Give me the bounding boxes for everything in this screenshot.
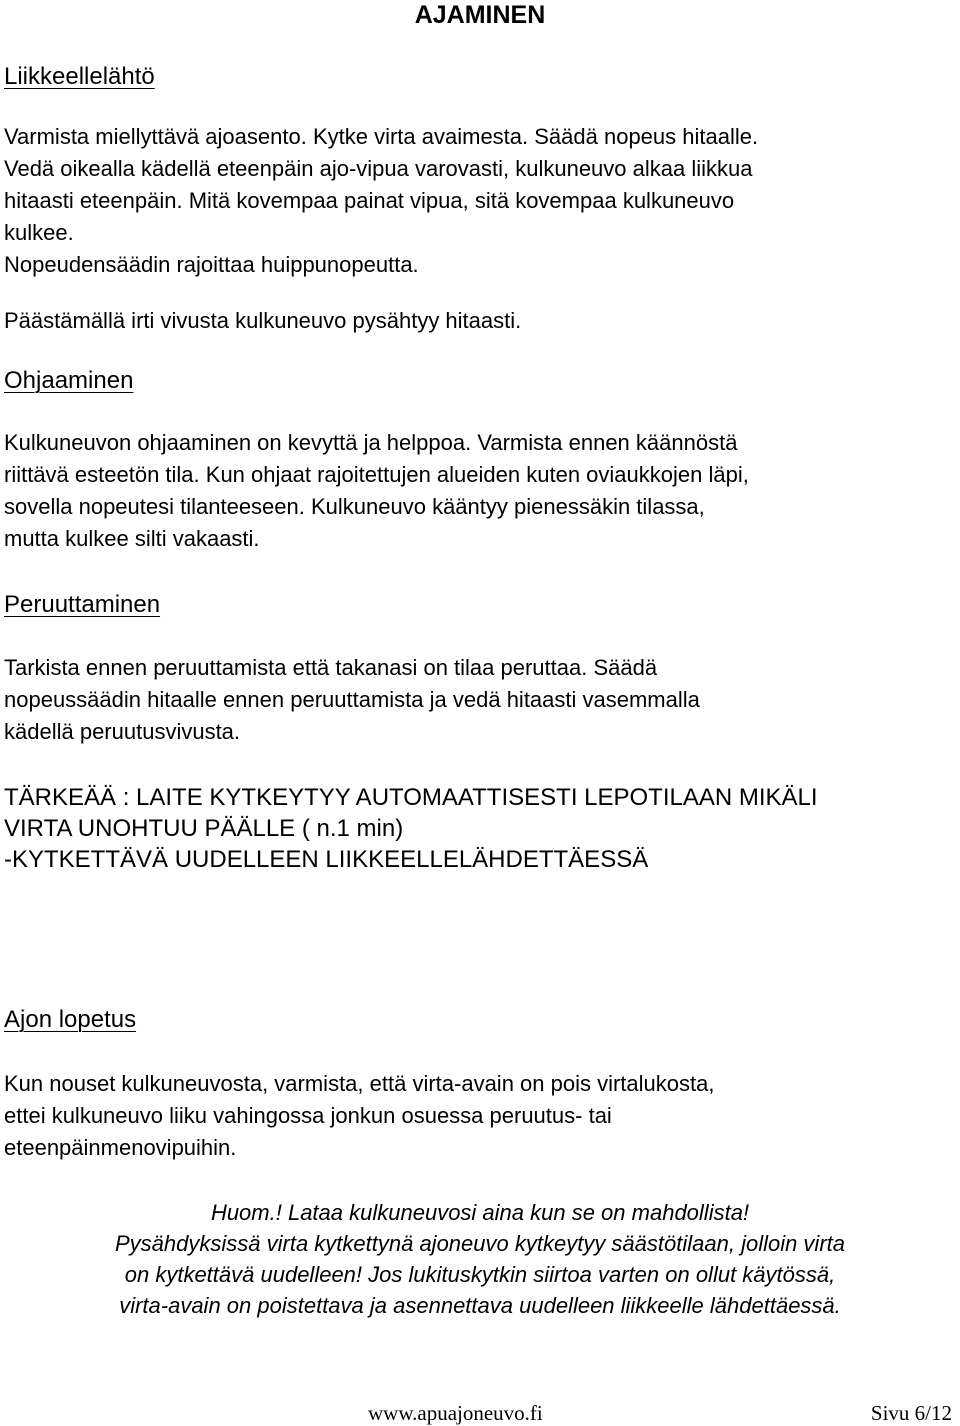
- important-line: TÄRKEÄÄ : LAITE KYTKEYTYY AUTOMAATTISESTI LEPOTILAAN MIKÄLI: [4, 784, 818, 811]
- paragraph-line: ettei kulkuneuvo liiku vahingossa jonkun osuessa peruutus- tai: [4, 1103, 612, 1128]
- paragraph-line: Nopeudensäädin rajoittaa huippunopeutta.: [4, 252, 419, 277]
- paragraph-line: kulkee.: [4, 220, 74, 245]
- paragraph-line: Kulkuneuvon ohjaaminen on kevyttä ja helppoa. Varmista ennen käännöstä: [4, 430, 738, 455]
- heading-peruuttaminen: Peruuttaminen: [4, 591, 161, 618]
- important-line: VIRTA UNOHTUU PÄÄLLE ( n.1 min): [4, 815, 404, 842]
- paragraph-line: riittävä esteetön tila. Kun ohjaat rajoitettujen alueiden kuten oviaukkojen läpi,: [4, 462, 749, 487]
- paragraph-line: mutta kulkee silti vakaasti.: [4, 526, 260, 551]
- note-line: Pysähdyksissä virta kytkettynä ajoneuvo kytkeytyy säästötilaan, jolloin virta: [115, 1231, 845, 1256]
- paragraph-line: sovella nopeutesi tilanteeseen. Kulkuneuvo kääntyy pienessäkin tilassa,: [4, 494, 705, 519]
- important-line: -KYTKETTÄVÄ UUDELLEEN LIIKKEELLELÄHDETTÄESSÄ: [4, 846, 649, 873]
- paragraph-pysahtyy: [4, 305, 956, 337]
- note-line: on kytkettävä uudelleen! Jos lukituskytkin siirtoa varten on ollut käytössä,: [124, 1262, 836, 1287]
- footer-page-number: Sivu 6/12: [870, 1401, 952, 1425]
- page-title: AJAMINEN: [414, 1, 546, 29]
- paragraph-peruuttaminen: [4, 652, 956, 748]
- heading-ajon-lopetus: Ajon lopetus: [4, 1006, 137, 1033]
- paragraph-line: hitaasti eteenpäin. Mitä kovempaa painat vipua, sitä kovempaa kulkuneuvo: [4, 188, 735, 213]
- paragraph-liikkeellelahto: [4, 121, 956, 281]
- note-line: Huom.! Lataa kulkuneuvosi aina kun se on mahdollista!: [210, 1200, 750, 1225]
- heading-ohjaaminen: Ohjaaminen: [4, 367, 134, 394]
- paragraph-line: Varmista miellyttävä ajoasento. Kytke virta avaimesta. Säädä nopeus hitaalle.: [4, 124, 759, 149]
- paragraph-line: Päästämällä irti vivusta kulkuneuvo pysähtyy hitaasti.: [4, 308, 522, 333]
- paragraph-line: Kun nouset kulkuneuvosta, varmista, että virta-avain on pois virtalukosta,: [4, 1071, 715, 1096]
- charging-note: [0, 1197, 960, 1321]
- heading-liikkeellelahto: Liikkeellelähtö: [4, 63, 155, 90]
- paragraph-ohjaaminen: [4, 427, 956, 555]
- footer-url: www.apuajoneuvo.fi: [368, 1401, 543, 1425]
- important-notice: [4, 782, 956, 875]
- paragraph-ajon-lopetus: [4, 1068, 956, 1164]
- paragraph-line: eteenpäinmenovipuihin.: [4, 1135, 237, 1160]
- paragraph-line: kädellä peruutusvivusta.: [4, 719, 241, 744]
- paragraph-line: nopeussäädin hitaalle ennen peruuttamista ja vedä hitaasti vasemmalla: [4, 687, 700, 712]
- paragraph-line: Vedä oikealla kädellä eteenpäin ajo-vipua varovasti, kulkuneuvo alkaa liikkua: [4, 156, 753, 181]
- paragraph-line: Tarkista ennen peruuttamista että takanasi on tilaa peruttaa. Säädä: [4, 655, 658, 680]
- note-line: virta-avain on poistettava ja asennettava uudelleen liikkeelle lähdettäessä.: [119, 1293, 841, 1318]
